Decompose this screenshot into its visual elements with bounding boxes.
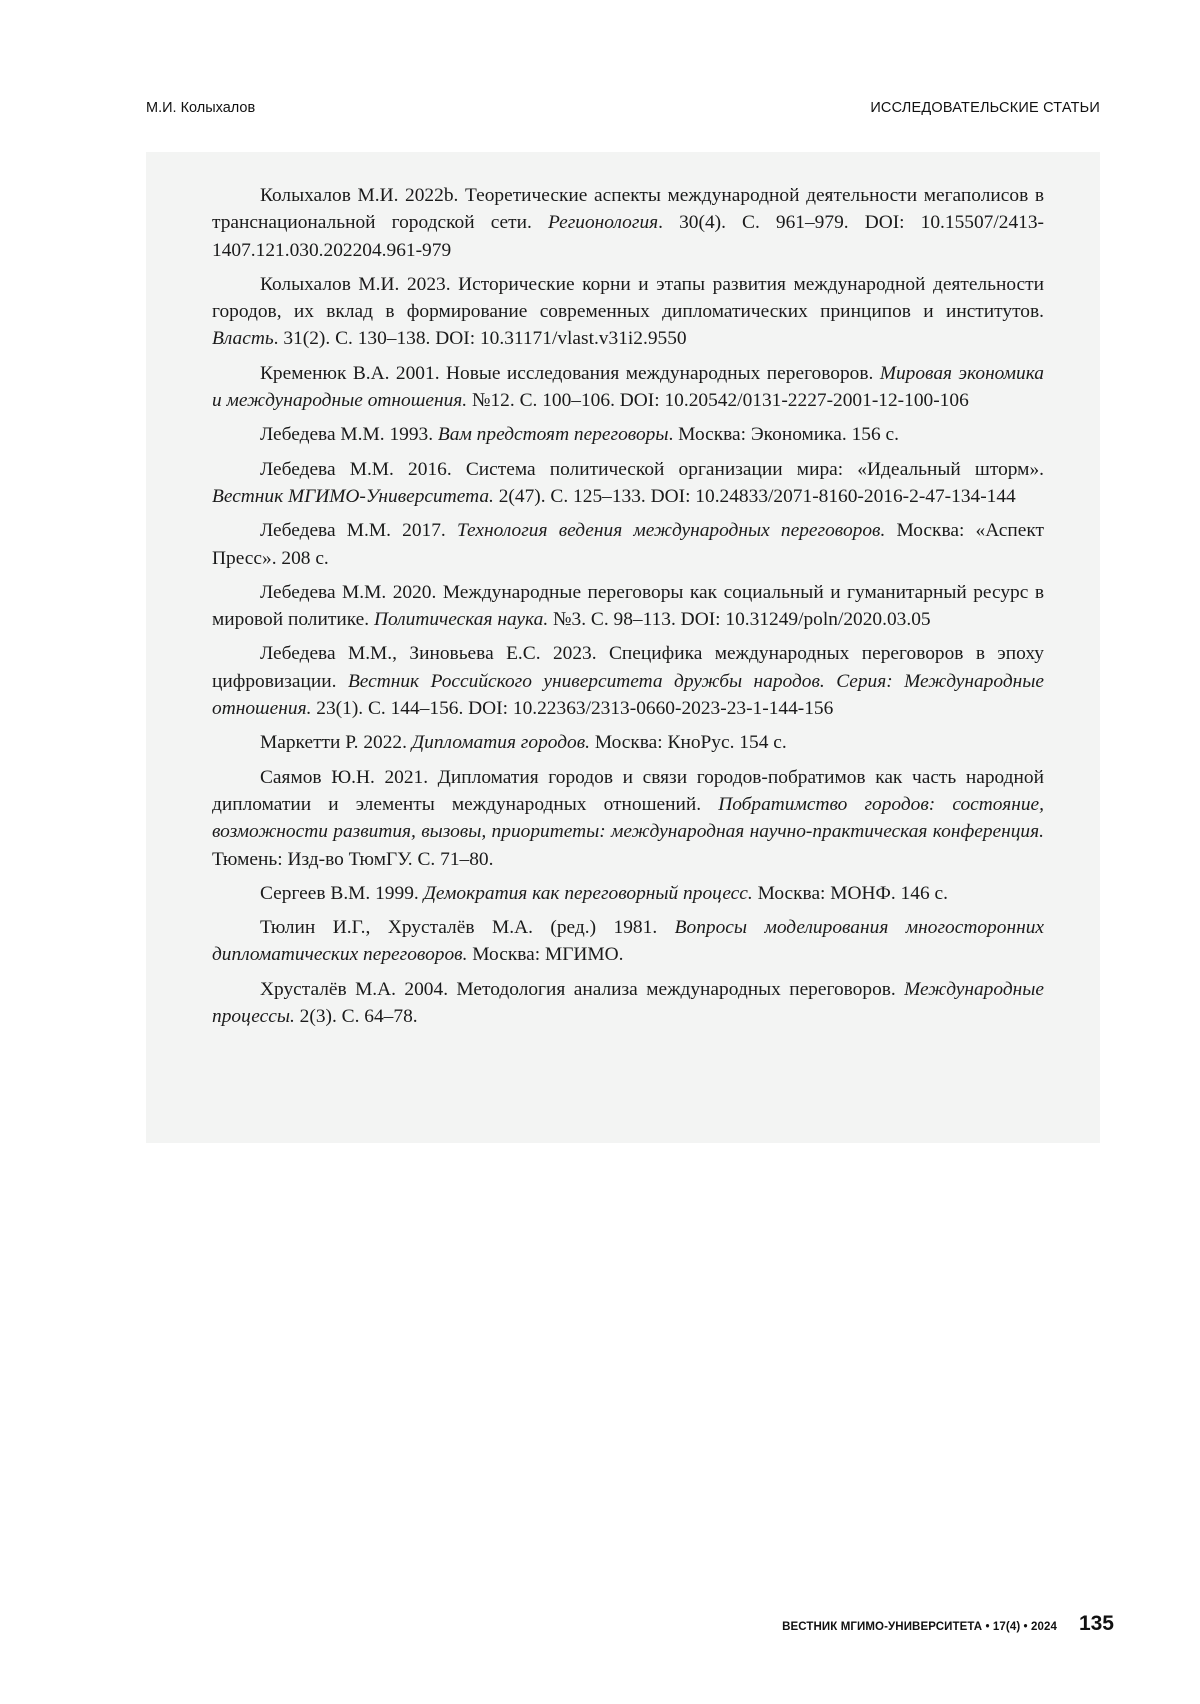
reference-item: Лебедева М.М. 1993. Вам предстоят переговоры. Москва: Экономика. 156 с. bbox=[260, 424, 899, 446]
reference-item: Тюлин И.Г., Хрусталёв М.А. (ред.) 1981. Вопросы моделирования многосторонних дипломатических переговоров. Москва: МГИМО. bbox=[212, 917, 1044, 966]
section-title: ИССЛЕДОВАТЕЛЬСКИЕ СТАТЬИ bbox=[870, 100, 1100, 116]
reference-item: Колыхалов М.И. 2022b. Теоретические аспекты международной деятельности мегаполисов в транснациональной городской сети. Регионология. 30(4). С. 961–979. DOI: 10.15507/2413-1407.121.030.202204.961-979 bbox=[212, 185, 1044, 261]
reference-item: Хрусталёв М.А. 2004. Методология анализа международных переговоров. Международные процессы. 2(3). С. 64–78. bbox=[212, 978, 1044, 1028]
reference-item: Сергеев В.М. 1999. Демократия как переговорный процесс. Москва: МОНФ. 146 с. bbox=[260, 882, 948, 904]
page-number: 135 bbox=[1078, 1612, 1114, 1635]
reference-item: Колыхалов М.И. 2023. Исторические корни и этапы развития международной деятельности городов, их вклад в формирование современных дипломатических принципов и институтов. Власть. 31(2). С. 130–138. DOI: 10.31171/vlast.v31i2.9550 bbox=[212, 273, 1044, 350]
reference-item: Кременюк В.А. 2001. Новые исследования международных переговоров. Мировая экономика и международные отношения. №12. С. 100–106. DOI: 10.20542/0131-2227-2001-12-100-106 bbox=[212, 362, 1044, 412]
author-name: М.И. Колыхалов bbox=[146, 100, 256, 116]
reference-item: Лебедева М.М., Зиновьева Е.С. 2023. Специфика международных переговоров в эпоху цифровизации. Вестник Российского университета дружбы народов. Серия: Международные отношения. 23(1). С. 144–156. DOI: 10.22363/2313-0660-2023-23-1-144-156 bbox=[212, 643, 1044, 720]
reference-item: Маркетти Р. 2022. Дипломатия городов. Москва: КноРус. 154 с. bbox=[260, 732, 787, 754]
running-head bbox=[146, 100, 1100, 116]
references-panel bbox=[146, 152, 1100, 1143]
page-footer bbox=[782, 1612, 1114, 1636]
reference-item: Саямов Ю.Н. 2021. Дипломатия городов и связи городов-побратимов как часть народной дипломатии и элементы международных отношений. Побратимство городов: состояние, возможности развития, вызовы, приоритеты: международная научно-практическая конференция. Тюмень: Изд-во ТюмГУ. С. 71–80. bbox=[212, 766, 1044, 870]
reference-item: Лебедева М.М. 2017. Технология ведения международных переговоров. Москва: «Аспект Пресс». 208 с. bbox=[212, 520, 1044, 569]
journal-name: ВЕСТНИК МГИМО-УНИВЕРСИТЕТА • 17(4) • 2024 bbox=[782, 1621, 1057, 1633]
reference-item: Лебедева М.М. 2020. Международные переговоры как социальный и гуманитарный ресурс в мировой политике. Политическая наука. №3. С. 98–113. DOI: 10.31249/poln/2020.03.05 bbox=[212, 581, 1044, 631]
reference-item: Лебедева М.М. 2016. Система политической организации мира: «Идеальный шторм». Вестник МГИМО-Университета. 2(47). С. 125–133. DOI: 10.24833/2071-8160-2016-2-47-134-144 bbox=[212, 458, 1044, 507]
